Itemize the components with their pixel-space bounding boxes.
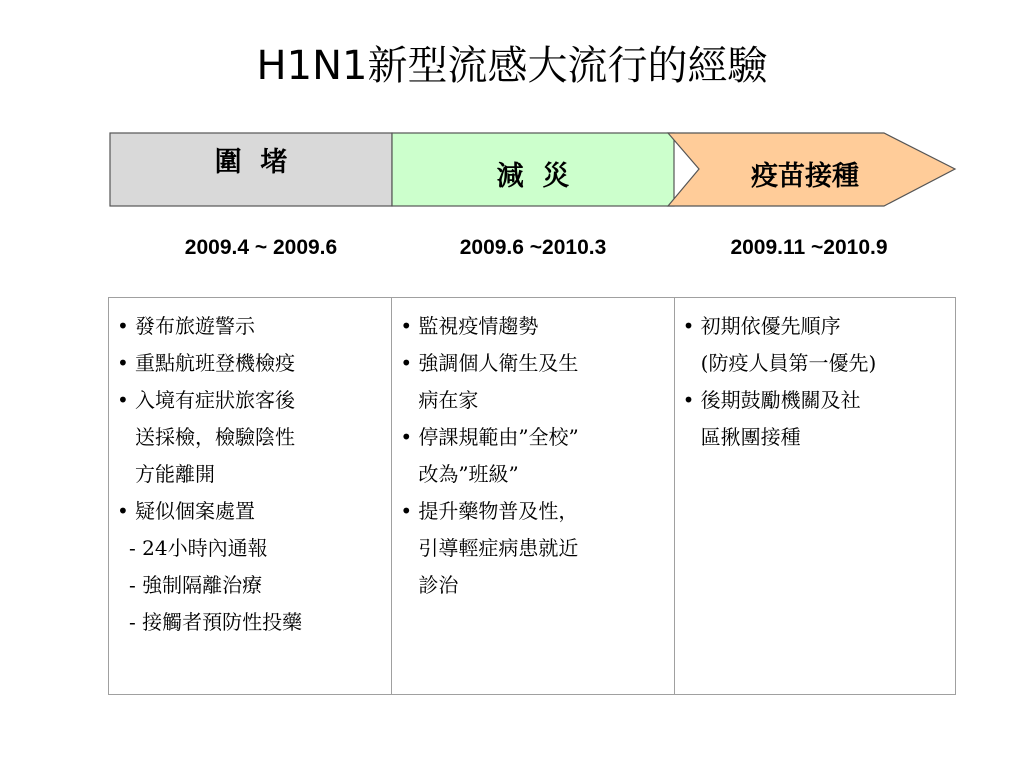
list-item xyxy=(109,493,391,530)
phase-label-mitigation: 減 災 xyxy=(496,161,570,192)
list-item-text: 提升藥物普及性， xyxy=(418,499,579,523)
sub-list-item: - 24小時內通報 xyxy=(129,536,268,560)
list-item-text: 引導輕症病患就近 xyxy=(418,536,579,560)
list-item xyxy=(392,419,673,493)
bullet-icon: • xyxy=(400,351,413,375)
bullet-icon: • xyxy=(400,425,413,449)
list-item xyxy=(109,382,391,493)
list-item-text: 初期依優先順序 xyxy=(700,314,841,338)
bullet-icon: • xyxy=(117,351,129,375)
bullet-icon: • xyxy=(117,499,129,523)
list-item-text: 改為”班級” xyxy=(418,462,519,486)
list-item xyxy=(109,308,391,345)
list-item-text: 送採檢，檢驗陰性 xyxy=(135,425,295,449)
list-item-text: 停課規範由”全校” xyxy=(418,425,579,449)
list-item-text: 區揪團接種 xyxy=(700,425,801,449)
list-item-text: 病在家 xyxy=(418,388,479,412)
list-item-text: 監視疫情趨勢 xyxy=(418,314,539,338)
sub-list-item: - 強制隔離治療 xyxy=(129,573,263,597)
sub-list-item: - 接觸者預防性投藥 xyxy=(129,610,303,634)
bullet-icon: • xyxy=(682,388,695,412)
measures-column-containment xyxy=(109,298,391,694)
list-item-text: 入境有症狀旅客後 xyxy=(135,388,295,412)
phase-label-containment: 圍 堵 xyxy=(214,147,288,178)
bullet-icon: • xyxy=(117,314,129,338)
title-main: 新型流感大流行的經驗 xyxy=(367,43,768,89)
list-item-text: 後期鼓勵機關及社 xyxy=(700,388,861,412)
phase-label-vaccination: 疫苗接種 xyxy=(751,161,859,192)
list-item xyxy=(392,345,673,419)
bullet-icon: • xyxy=(117,388,129,412)
title-prefix: H1N1 xyxy=(256,43,368,89)
phase-date-containment: 2009.4 ~ 2009.6 xyxy=(184,236,338,259)
bullet-icon: • xyxy=(400,314,413,338)
measures-table xyxy=(108,297,956,695)
bullet-icon: • xyxy=(682,314,695,338)
bullet-icon: • xyxy=(400,499,413,523)
list-item-text: (防疫人員第一優先) xyxy=(700,351,877,375)
list-item xyxy=(392,308,673,345)
list-item-text: 診治 xyxy=(418,573,459,597)
list-item-text: 方能離開 xyxy=(135,462,215,486)
list-item-text: 疑似個案處置 xyxy=(135,499,255,523)
phase-date-vaccination: 2009.11 ~2010.9 xyxy=(730,236,888,259)
list-item-text: 強調個人衛生及生 xyxy=(418,351,579,375)
list-item xyxy=(392,493,673,604)
list-item xyxy=(675,382,955,456)
measures-column-mitigation xyxy=(391,298,673,694)
phase-date-mitigation: 2009.6 ~2010.3 xyxy=(459,236,607,259)
list-item xyxy=(109,345,391,382)
measures-column-vaccination xyxy=(674,298,955,694)
list-item xyxy=(675,308,955,382)
list-item-text: 重點航班登機檢疫 xyxy=(135,351,295,375)
list-item-text: 發布旅遊警示 xyxy=(135,314,255,338)
